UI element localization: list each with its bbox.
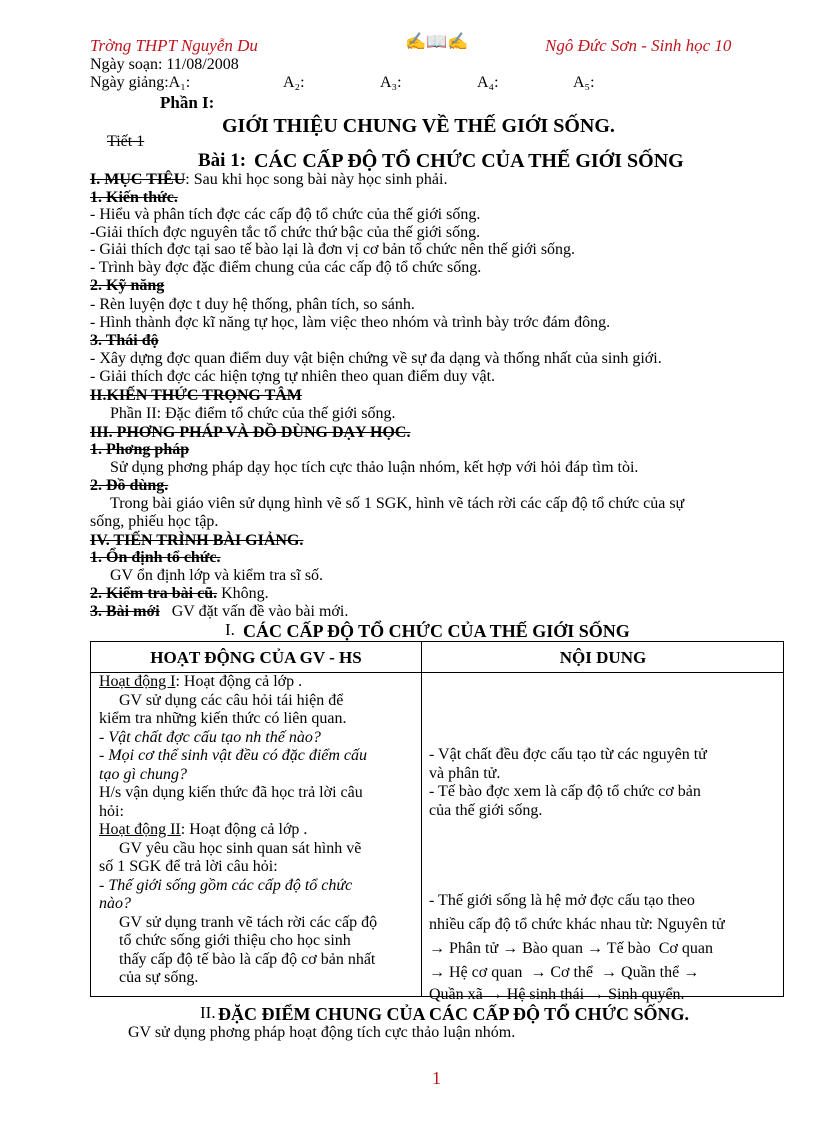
question: - Thế giới sống gồm các cấp độ tổ chức [99, 876, 353, 894]
level: Bào quan [522, 940, 583, 957]
school-header: Trờng THPT Nguyễn Du [90, 36, 258, 55]
arrow-icon: → [588, 986, 605, 1003]
knowledge-item: - Hiểu và phân tích đợc các cấp độ tổ chức của thế giới sống. [90, 206, 481, 223]
arrow-icon: → [587, 940, 603, 957]
knowledge-item: -Giải thích đợc nguyên tắc tổ chức thứ bậc của thế giới sống. [90, 224, 481, 241]
levels-intro: - Thế giới sống là hệ mở đợc cấu tạo theo [429, 892, 695, 909]
materials-text-cont: sống, phiếu học tập. [90, 513, 219, 530]
activity2-label: Hoạt động II [99, 821, 181, 838]
question: tạo gì chung? [99, 765, 187, 783]
class-a3: A₃: [380, 74, 402, 91]
key-knowledge-text: Phần II: Đặc điểm tổ chức của thế giới sống. [110, 405, 396, 422]
activity2-line [99, 821, 414, 840]
activity1-line [99, 673, 414, 692]
procedure-step3-line [90, 603, 348, 621]
content-item: của thế giới sống. [429, 801, 543, 819]
class-a4: A₄: [477, 74, 499, 91]
activity1-label: Hoạt động I [99, 673, 176, 690]
skills-item: - Hình thành đợc kĩ năng tự học, làm việc theo nhóm và trình bày trớc đám đông. [90, 314, 611, 331]
arrow-icon: → [601, 964, 618, 981]
arrow-icon: → [683, 964, 700, 981]
activity1-text: kiểm tra những kiến thức có liên quan. [99, 710, 347, 727]
procedure-step1-text: GV ổn định lớp và kiểm tra sĩ số. [110, 567, 324, 584]
attitude-item: - Giải thích đợc các hiện tợng tự nhiên theo quan điểm duy vật. [90, 368, 496, 385]
level: Phân tử [449, 940, 499, 957]
level: Cơ thể [550, 964, 594, 981]
knowledge-heading: 1. Kiến thức. [90, 189, 178, 206]
procedure-step3: 3. Bài mới [90, 603, 160, 620]
lesson-label: Bài 1: [198, 150, 247, 171]
content-item: - Tế bào đợc xem là cấp độ tổ chức cơ bản [429, 783, 701, 800]
levels-row [429, 961, 779, 985]
activities-table [90, 641, 784, 1003]
level: Quần thể [621, 964, 680, 981]
student-response: hỏi: [99, 802, 124, 820]
skills-item: - Rèn luyện đợc t duy hệ thống, phân tích, so sánh. [90, 296, 415, 313]
method-subheading: 1. Phơng pháp [90, 441, 190, 458]
class-a5: A₅: [573, 74, 595, 91]
ngay-soan: Ngày soạn: 11/08/2008 [90, 56, 239, 73]
lesson-title: CÁC CẤP ĐỘ TỔ CHỨC CỦA THẾ GIỚI SỐNG [254, 150, 684, 172]
arrow-icon: → [429, 964, 445, 981]
part-label: Phần I: [160, 93, 215, 112]
activities-cell [99, 673, 414, 988]
activity2-text: GV yêu cầu học sinh quan sát hình vẽ [119, 839, 362, 857]
table-divider [421, 642, 422, 996]
levels-cell [429, 889, 779, 1005]
key-knowledge-heading: II.KIẾN THỨC TRỌNG TÂM [90, 387, 302, 404]
section2-title: ĐẶC ĐIỂM CHUNG CỦA CÁC CẤP ĐỘ TỔ CHỨC SỐNG. [218, 1004, 690, 1024]
question: - Mọi cơ thể sinh vật đều có đặc điểm cấu [99, 747, 368, 764]
skills-heading: 2. Kỹ năng [90, 277, 165, 294]
level: Hệ cơ quan [449, 964, 523, 981]
procedure-step2-line [90, 585, 269, 603]
level: Cơ quan [658, 940, 713, 957]
objectives-intro: : Sau khi học song bài này học sinh phải. [185, 171, 448, 188]
question: nào? [99, 895, 131, 912]
level: Tế bào [606, 940, 651, 957]
arrow-icon: → [486, 986, 503, 1003]
level: Quần xã [429, 986, 483, 1003]
arrow-icon: → [530, 964, 547, 981]
activity2-note: GV sử dụng tranh vẽ tách rời các cấp độ [119, 913, 378, 931]
attitude-item: - Xây dựng đợc quan điểm duy vật biện chứng về sự đa dạng và thống nhất của sinh giới. [90, 350, 662, 367]
lesson-number: Tiết 1 [107, 133, 145, 150]
activity2-note: thấy cấp độ tế bào là cấp độ cơ bản nhất [119, 950, 376, 968]
materials-text: Trong bài giáo viên sử dụng hình vẽ số 1 SGK, hình vẽ tách rời các cấp độ tổ chức của sự [110, 495, 685, 512]
method-text: Sử dụng phơng pháp dạy học tích cực thảo luận nhóm, kết hợp với hỏi đáp tìm tòi. [110, 459, 639, 476]
section1-number: I. [225, 620, 235, 639]
objectives-heading: I. MỤC TIÊU [90, 171, 186, 188]
content-cell [429, 746, 779, 820]
levels-intro: nhiều cấp độ tổ chức khác nhau từ: Nguyên tử [429, 916, 725, 933]
section2-number: II. [200, 1003, 216, 1022]
activity2-note: của sự sống. [119, 969, 199, 986]
main-title: GIỚI THIỆU CHUNG VỀ THẾ GIỚI SỐNG. [222, 115, 615, 137]
book-ornament-icon: ✍📖✍ [405, 32, 469, 51]
procedure-step3-text: GV đặt vấn đề vào bài mới. [171, 603, 349, 620]
materials-subheading: 2. Đồ dùng. [90, 477, 169, 494]
attitude-heading: 3. Thái độ [90, 332, 159, 349]
col-header-activities: HOẠT ĐỘNG CỦA GV - HS [150, 648, 362, 667]
levels-row [429, 985, 779, 1005]
section2-text: GV sử dụng phơng pháp hoạt động tích cực thảo luận nhóm. [128, 1024, 516, 1041]
knowledge-item: - Trình bày đợc đặc điểm chung của các cấp độ tổ chức sống. [90, 259, 482, 276]
procedure-step2: 2. Kiểm tra bài cũ. [90, 585, 218, 602]
objectives-line [90, 171, 447, 189]
knowledge-item: - Giải thích đợc tại sao tế bào lại là đơn vị cơ bản tổ chức nên thế giới sống. [90, 241, 576, 258]
ngay-giang: Ngày giảng:A₁: [90, 74, 191, 91]
procedure-heading: IV. TIẾN TRÌNH BÀI GIẢNG. [90, 532, 304, 549]
class-a2: A₂: [283, 74, 305, 91]
section1-title: CÁC CẤP ĐỘ TỔ CHỨC CỦA THẾ GIỚI SỐNG [243, 621, 630, 641]
activity1-desc: : Hoạt động cả lớp . [175, 673, 303, 690]
activity2-desc: : Hoạt động cả lớp . [180, 821, 308, 838]
level: Hệ sinh thái [506, 986, 585, 1003]
content-item: - Vật chất đều đợc cấu tạo từ các nguyên tử [429, 746, 707, 763]
student-response: H/s vận dụng kiến thức đã học trả lời câu [99, 784, 363, 801]
col-header-content: NỘI DUNG [559, 648, 647, 667]
arrow-icon: → [502, 940, 519, 957]
content-item: và phân tử. [429, 764, 501, 782]
arrow-icon: → [429, 940, 445, 957]
activity2-note: tổ chức sống giới thiệu cho học sinh [119, 932, 351, 949]
author-header: Ngô Đức Sơn - Sinh học 10 [545, 36, 732, 55]
methods-heading: III. PHƠNG PHÁP VÀ ĐỒ DÙNG DẠY HỌC. [90, 424, 411, 441]
activity1-text: GV sử dụng các câu hỏi tái hiện để [119, 691, 344, 709]
levels-row [429, 937, 779, 961]
question: - Vật chất đợc cấu tạo nh thế nào? [99, 728, 321, 746]
activity2-text: số 1 SGK để trả lời câu hỏi: [99, 858, 278, 875]
page-number: 1 [432, 1068, 441, 1088]
level: Sinh quyển. [608, 986, 685, 1003]
procedure-step1: 1. Ổn định tổ chức. [90, 549, 221, 566]
procedure-step2-text: Không. [221, 585, 269, 602]
